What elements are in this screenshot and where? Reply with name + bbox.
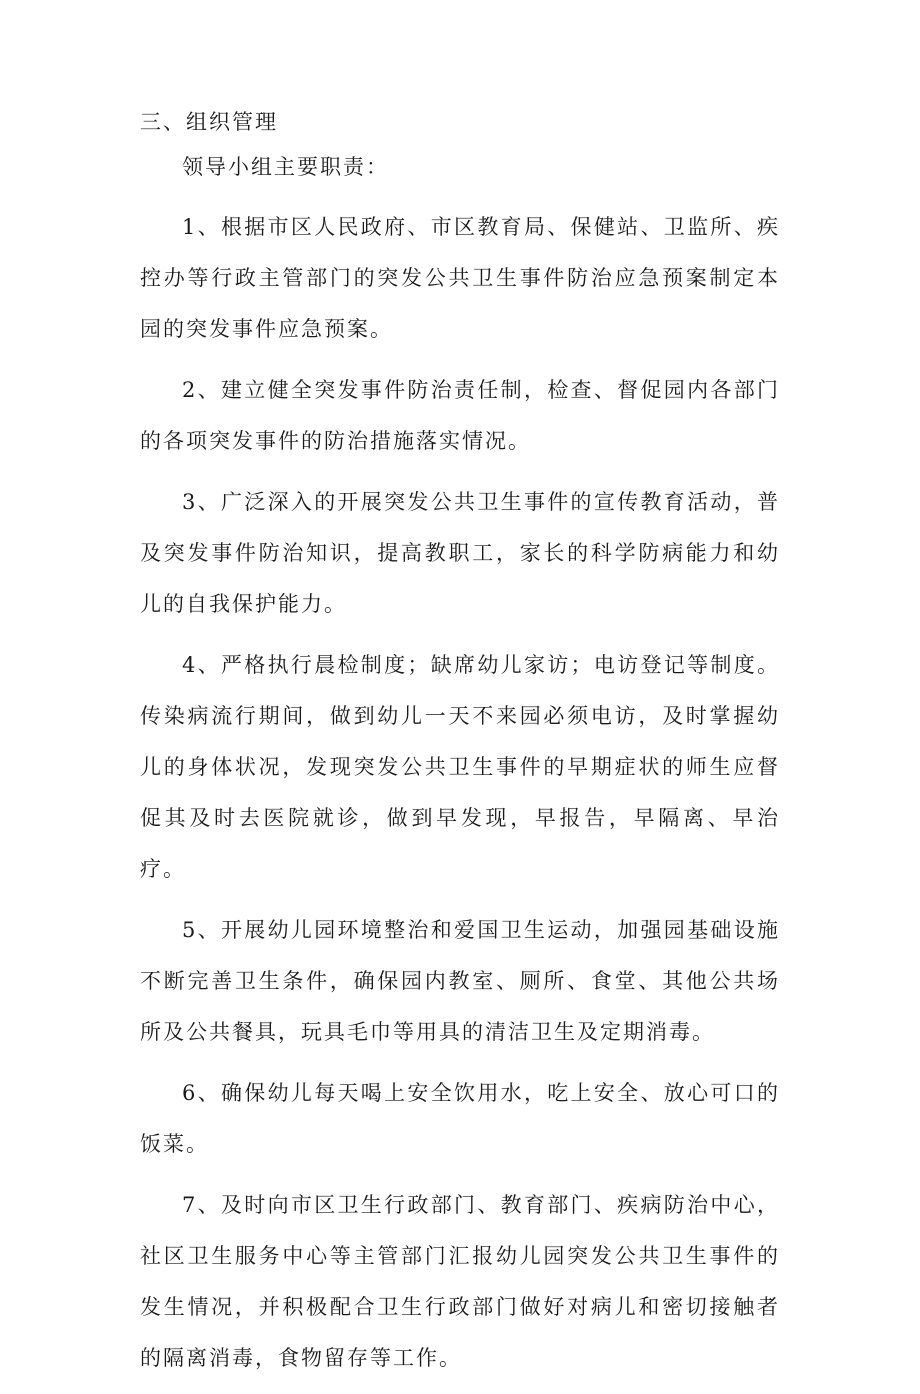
item-6: 6、确保幼儿每天喝上安全饮用水，吃上安全、放心可口的饭菜。 <box>140 1081 780 1156</box>
item-1: 1、根据市区人民政府、市区教育局、保健站、卫监所、疾控办等行政主管部门的突发公共卫生事件防治应急预案制定本园的突发事件应急预案。 <box>140 215 780 341</box>
item-2: 2、建立健全突发事件防治责任制，检查、督促园内各部门的各项突发事件的防治措施落实情况。 <box>140 378 780 453</box>
item-5: 5、开展幼儿园环境整治和爱国卫生运动，加强园基础设施不断完善卫生条件，确保园内教室、厕所、食堂、其他公共场所及公共餐具，玩具毛巾等用具的清洁卫生及定期消毒。 <box>140 918 780 1044</box>
subtitle: 领导小组主要职责： <box>182 155 389 179</box>
item-4: 4、严格执行晨检制度；缺席幼儿家访；电访登记等制度。传染病流行期间，做到幼儿一天不来园必须电访，及时掌握幼儿的身体状况，发现突发公共卫生事件的早期症状的师生应督促其及时去医院就诊，做到早发现，早报告，早隔离、早治疗。 <box>140 653 780 881</box>
document-body <box>140 100 780 1394</box>
section-title: 三、组织管理 <box>140 110 278 134</box>
item-3: 3、广泛深入的开展突发公共卫生事件的宣传教育活动，普及突发事件防治知识，提高教职工，家长的科学防病能力和幼儿的自我保护能力。 <box>140 490 780 616</box>
item-7: 7、及时向市区卫生行政部门、教育部门、疾病防治中心，社区卫生服务中心等主管部门汇报幼儿园突发公共卫生事件的发生情况，并积极配合卫生行政部门做好对病儿和密切接触者的隔离消毒，食物留存等工作。 <box>140 1193 780 1370</box>
